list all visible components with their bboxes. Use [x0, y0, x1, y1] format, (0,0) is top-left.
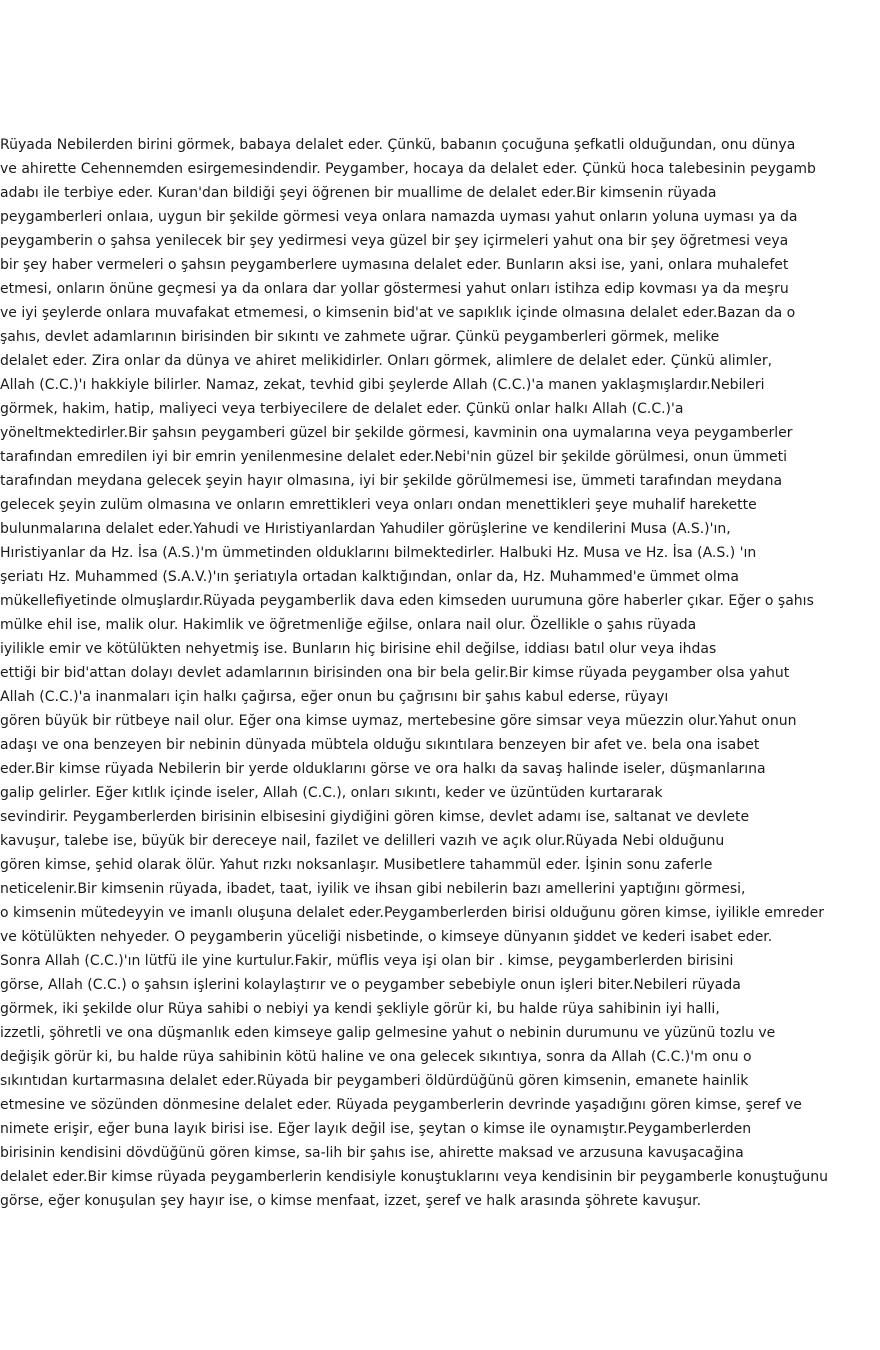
- text-line: mülke ehil ise, malik olur. Hakimlik ve öğretmenliğe eğilse, onlara nail olur. Özellikle o şahıs rüyada: [0, 617, 697, 633]
- text-line: ve ahirette Cehennemden esirgemesindendir. Peygamber, hocaya da delalet eder. Çünkü hoca talebesinin peygamb: [0, 161, 816, 177]
- text-line: şeriatı Hz. Muhammed (S.A.V.)'ın şeriatıyla ortadan kalktığından, onlar da, Hz. Muhammed'e ümmet olma: [0, 569, 740, 585]
- text-line: neticelenir.Bir kimsenin rüyada, ibadet, taat, iyilik ve ihsan gibi nebilerin bazı amellerini yaptığını görmesi,: [0, 881, 746, 897]
- text-line: Sonra Allah (C.C.)'ın lütfü ile yine kurtulur.Fakir, müflis veya işi olan bir . kimse, peygamberlerden birisini: [0, 953, 734, 969]
- text-line: yöneltmektedirler.Bir şahsın peygamberi güzel bir şekilde görmesi, kavminin ona uymalarına veya peygamberler: [0, 425, 793, 441]
- text-line: ettiği bir bid'attan dolayı devlet adamlarının birisinden ona bir bela gelir.Bir kimse rüyada peygamber olsa yahut: [0, 665, 790, 681]
- text-line: şahıs, devlet adamlarının birisinden bir sıkıntı ve zahmete uğrar. Çünkü peygamberleri görmek, melike: [0, 329, 720, 345]
- text-line: gören büyük bir rütbeye nail olur. Eğer ona kimse uymaz, mertebesine göre simsar veya müezzin olur.Yahut onun: [0, 713, 797, 729]
- text-line: değişik görür ki, bu halde rüya sahibinin kötü haline ve ona gelecek sıkıntıya, sonra da Allah (C.C.)'m onu o: [0, 1049, 752, 1065]
- text-line: sevindirir. Peygamberlerden birisinin elbisesini giydiğini gören kimse, devlet adamı ise, saltanat ve devlete: [0, 809, 750, 825]
- text-line: kavuşur, talebe ise, büyük bir dereceye nail, fazilet ve delilleri vazıh ve açık olur.Rüyada Nebi olduğunu: [0, 833, 725, 849]
- text-line: bir şey haber vermeleri o şahsın peygamberlere uymasına delalet eder. Bunların aksi ise, yani, onlara muhalefet: [0, 257, 789, 273]
- text-line: galip gelirler. Eğer kıtlık içinde iseler, Allah (C.C.), onları sıkıntı, keder ve üzüntüden kurtararak: [0, 785, 663, 801]
- text-line: peygamberleri onlaıa, uygun bir şekilde görmesi veya onlara namazda uyması yahut onların yoluna uyması ya da: [0, 209, 798, 225]
- text-line: sıkıntıdan kurtarmasına delalet eder.Rüyada bir peygamberi öldürdüğünü gören kimsenin, emanete hainlik: [0, 1073, 749, 1089]
- text-line: o kimsenin mütedeyyin ve imanlı oluşuna delalet eder.Peygamberlerden birisi olduğunu gören kimse, iyilikle emreder: [0, 905, 824, 921]
- text-line: izzetli, şöhretli ve ona düşmanlık eden kimseye galip gelmesine yahut o nebinin durumunu ve yüzünü tozlu ve: [0, 1025, 776, 1041]
- text-line: etmesine ve sözünden dönmesine delalet eder. Rüyada peygamberlerin devrinde yaşadığını gören kimse, şeref ve: [0, 1097, 802, 1113]
- text-line: ve iyi şeylerde onlara muvafakat etmemesi, o kimsenin bid'at ve sapıklık içinde olmasına delalet eder.Bazan da o: [0, 305, 796, 321]
- text-line: gören kimse, şehid olarak ölür. Yahut rızkı noksanlaşır. Musibetlere tahammül eder. İşinin sonu zaferle: [0, 857, 713, 873]
- text-line: peygamberin o şahsa yenilecek bir şey yedirmesi veya güzel bir şey içirmeleri yahut ona bir şey öğretmesi veya: [0, 233, 789, 249]
- text-line: delalet eder.Bir kimse rüyada peygamberlerin kendisiyle konuştuklarını veya kendisinin bir peygamberle konuştuğunu: [0, 1169, 828, 1185]
- text-line: tarafından meydana gelecek şeyin hayır olmasına, iyi bir şekilde görülmemesi ise, ümmeti tarafından meydana: [0, 473, 783, 489]
- text-line: görse, Allah (C.C.) o şahsın işlerini kolaylaştırır ve o peygamber sebebiyle onun işleri biter.Nebileri rüyada: [0, 977, 741, 993]
- text-line: görse, eğer konuşulan şey hayır ise, o kimse menfaat, izzet, şeref ve halk arasında şöhrete kavuşur.: [0, 1193, 702, 1209]
- text-line: tarafından emredilen iyi bir emrin yenilenmesine delalet eder.Nebi'nin güzel bir şekilde görülmesi, onun ümmeti: [0, 449, 788, 465]
- text-line: Rüyada Nebilerden birini görmek, babaya delalet eder. Çünkü, babanın çocuğuna şefkatli olduğundan, onu dünya: [0, 137, 796, 153]
- text-line: görmek, iki şekilde olur Rüya sahibi o nebiyi ya kendi şekliyle görür ki, bu halde rüya sahibinin iyi halli,: [0, 1001, 720, 1017]
- text-line: mükellefiyetinde olmuşlardır.Rüyada peygamberlik dava eden kimseden uurumuna göre haberler çıkar. Eğer o şahıs: [0, 593, 814, 609]
- text-line: birisinin kendisini dövdüğünü gören kimse, sa-lih bir şahıs ise, ahirette maksad ve arzusuna kavuşacağina: [0, 1145, 744, 1161]
- text-line: bulunmalarına delalet eder.Yahudi ve Hıristiyanlardan Yahudiler görüşlerine ve kendilerini Musa (A.S.)'ın,: [0, 521, 731, 537]
- text-line: gelecek şeyin zulüm olmasına ve onların emrettikleri veya onları ondan menettikleri şeye muhalif harekette: [0, 497, 757, 513]
- text-line: Allah (C.C.)'ı hakkiyle bilirler. Namaz, zekat, tevhid gibi şeylerde Allah (C.C.)'a manen yaklaşmışlardır.Nebileri: [0, 377, 765, 393]
- text-line: Hıristiyanlar da Hz. İsa (A.S.)'m ümmetinden olduklarını bilmektedirler. Halbuki Hz. Musa ve Hz. İsa (A.S.) 'ın: [0, 545, 757, 561]
- document-body: [0, 133, 880, 1213]
- text-line: Allah (C.C.)'a inanmaları için halkı çağırsa, eğer onun bu çağrısını bir şahıs kabul ederse, rüyayı: [0, 689, 669, 705]
- text-line: eder.Bir kimse rüyada Nebilerin bir yerde olduklarını görse ve ora halkı da savaş halinde iseler, düşmanlarına: [0, 761, 766, 777]
- text-line: görmek, hakim, hatip, maliyeci veya terbiyecilere de delalet eder. Çünkü onlar halkı Allah (C.C.)'a: [0, 401, 684, 417]
- text-line: etmesi, onların önüne geçmesi ya da onlara dar yollar göstermesi yahut onları istihza edip kovması ya da meşru: [0, 281, 789, 297]
- text-line: adaşı ve ona benzeyen bir nebinin dünyada mübtela olduğu sıkıntılara benzeyen bir afet ve. bela ona isabet: [0, 737, 760, 753]
- text-line: ve kötülükten nehyeder. O peygamberin yüceliği nisbetinde, o kimseye dünyanın şiddet ve kederi isabet eder.: [0, 929, 773, 945]
- text-line: adabı ile terbiye eder. Kuran'dan bildiği şeyi öğrenen bir muallime de delalet eder.Bir kimsenin rüyada: [0, 185, 717, 201]
- text-line: delalet eder. Zira onlar da dünya ve ahiret melikidirler. Onları görmek, alimlere de delalet eder. Çünkü alimler,: [0, 353, 773, 369]
- text-line: iyilikle emir ve kötülükten nehyetmiş ise. Bunların hiç birisine ehil değilse, iddiası batıl olur veya ihdas: [0, 641, 717, 657]
- text-line: nimete erişir, eğer buna layık birisi ise. Eğer layık değil ise, şeytan o kimse ile oynamıştır.Peygamberlerden: [0, 1121, 752, 1137]
